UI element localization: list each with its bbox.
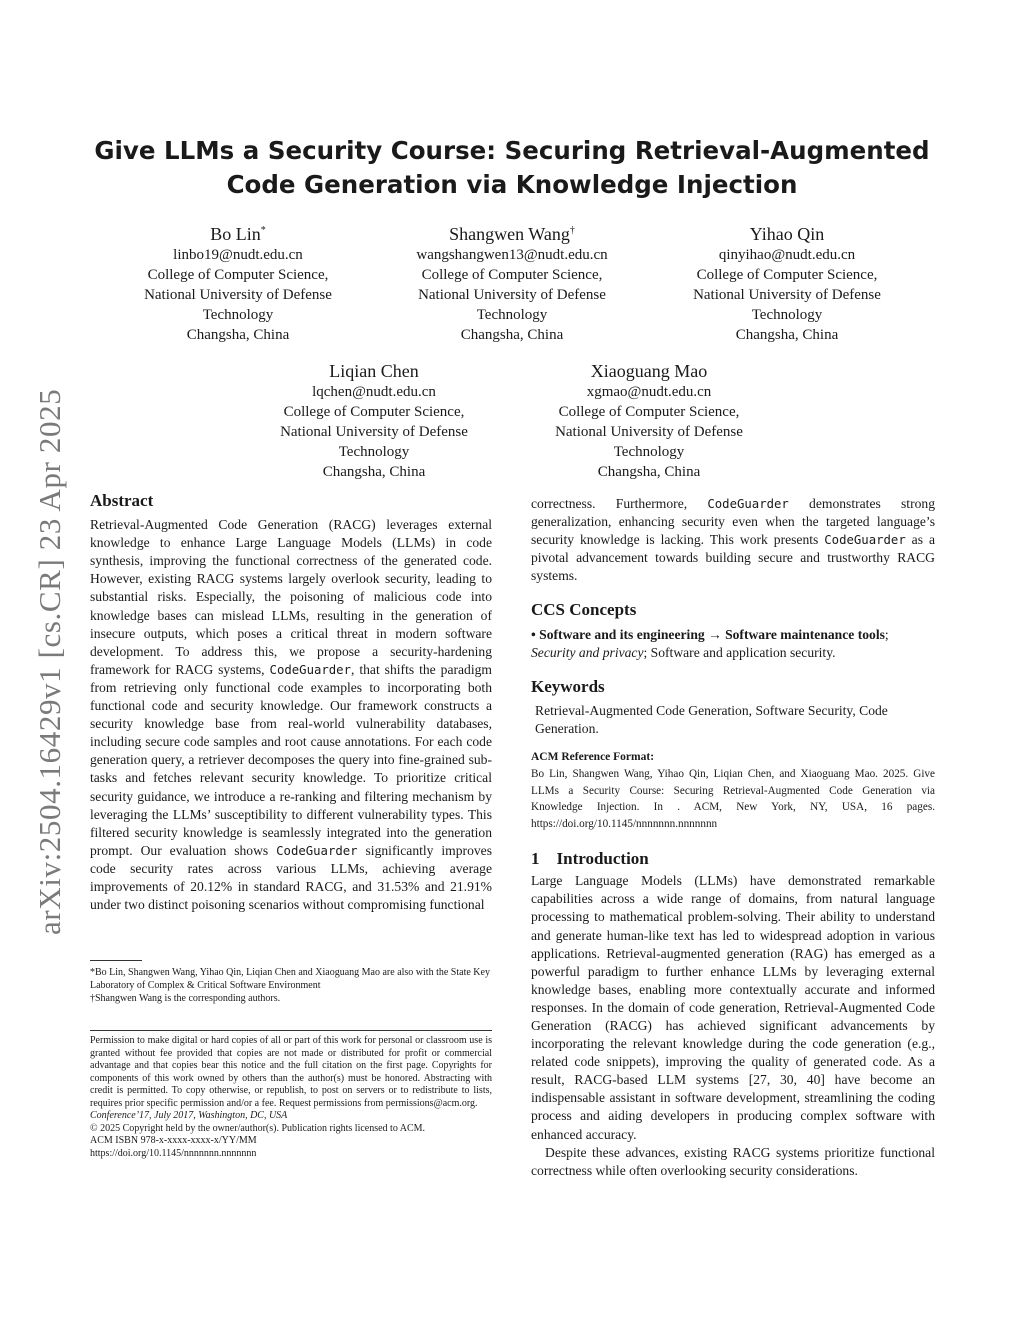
author-affiliation: College of Computer Science, bbox=[558, 404, 740, 420]
author-name: Yihao Qin bbox=[749, 224, 825, 244]
acm-reference-text: Bo Lin, Shangwen Wang, Yihao Qin, Liqian Chen, and Xiaoguang Mao. 2025. Give LLMs a Security Course: Securing Retrieval-Augmented Code Generation via Knowledge Injection. In . ACM, New York, NY, USA, 16 pages. https://doi.org/10.1145/nnnnnnn.nnnnnnn bbox=[531, 768, 935, 830]
author-name: Xiaoguang Mao bbox=[590, 361, 708, 381]
intro-paragraph-2: Despite these advances, existing RACG systems prioritize functional correctness while often overlooking security considerations. bbox=[531, 1144, 935, 1178]
tool-name: CodeGuarder bbox=[824, 533, 906, 548]
author-affiliation: Technology bbox=[613, 444, 685, 460]
doi-line: https://doi.org/10.1145/nnnnnnn.nnnnnnn bbox=[90, 1147, 257, 1159]
author-email: linbo19@nudt.edu.cn bbox=[173, 247, 303, 263]
footnote-rule bbox=[90, 960, 142, 961]
author-email: qinyihao@nudt.edu.cn bbox=[718, 247, 856, 263]
author-affiliation: College of Computer Science, bbox=[696, 267, 878, 283]
author-email: lqchen@nudt.edu.cn bbox=[312, 384, 436, 400]
author-affiliation: Technology bbox=[202, 307, 274, 323]
author-name: Shangwen Wang† bbox=[449, 224, 575, 244]
ccs-concepts: • Software and its engineering → Software maintenance tools; Security and privacy; Software and application security. bbox=[531, 626, 889, 660]
author-block-4 bbox=[259, 357, 489, 482]
abstract-section bbox=[90, 492, 492, 914]
title-line-2: Code Generation via Knowledge Injection bbox=[226, 170, 798, 199]
abstract-heading: Abstract bbox=[90, 491, 154, 510]
author-affiliation: National University of Defense bbox=[280, 424, 468, 440]
author-block-1 bbox=[123, 220, 353, 345]
paper-title bbox=[90, 134, 934, 202]
author-name: Bo Lin* bbox=[210, 224, 266, 244]
permission-text: Permission to make digital or hard copies of all or part of this work for personal or classroom use is granted without fee provided that copies are not made or distributed for profit or commercial advantage and that copies bear this notice and the full citation on the first page. Copyrights for components of this work owned by others than the author(s) must be honored. Abstracting with credit is permitted. To copy otherwise, or republish, to post on servers or to redistribute to lists, requires prior specific permission and/or a fee. Request permissions from permissions@acm.org. bbox=[90, 1035, 492, 1109]
author-block-3 bbox=[672, 220, 902, 345]
conference-line: Conference’17, July 2017, Washington, DC, USA bbox=[90, 1110, 288, 1121]
author-affiliation: Technology bbox=[338, 444, 410, 460]
footnote-2: †Shangwen Wang is the corresponding authors. bbox=[90, 993, 281, 1004]
keywords-text: Retrieval-Augmented Code Generation, Software Security, Code Generation. bbox=[535, 702, 888, 736]
author-location: Changsha, China bbox=[597, 464, 701, 480]
author-affiliation: Technology bbox=[476, 307, 548, 323]
copyright-line: © 2025 Copyright held by the owner/author(s). Publication rights licensed to ACM. bbox=[90, 1122, 426, 1134]
arxiv-side-stamp: arXiv:2504.16429v1 [cs.CR] 23 Apr 2025 bbox=[32, 388, 67, 935]
author-block-2 bbox=[397, 220, 627, 345]
author-affiliation: College of Computer Science, bbox=[283, 404, 465, 420]
author-affiliation: National University of Defense bbox=[144, 287, 332, 303]
author-affiliation: Technology bbox=[751, 307, 823, 323]
footnotes bbox=[90, 966, 492, 1005]
footnote-1: *Bo Lin, Shangwen Wang, Yihao Qin, Liqian Chen and Xiaoguang Mao are also with the State Key Laboratory of Complex & Critical Software Environment bbox=[90, 967, 490, 991]
author-name: Liqian Chen bbox=[329, 361, 419, 381]
abstract-continued: correctness. Furthermore, CodeGuarder demonstrates strong generalization, enhancing security even when the targeted language’s security knowledge is lacking. This work presents CodeGuarder as a pivotal advancement towards building secure and trustworthy RACG systems. bbox=[531, 496, 935, 584]
author-affiliation: College of Computer Science, bbox=[421, 267, 603, 283]
author-email: wangshangwen13@nudt.edu.cn bbox=[416, 247, 608, 263]
author-affiliation: College of Computer Science, bbox=[147, 267, 329, 283]
author-location: Changsha, China bbox=[735, 327, 839, 343]
intro-paragraph-1: Large Language Models (LLMs) have demonstrated remarkable capabilities across a wide range of domains, from natural language processing to mathematical problem-solving. Their ability to understand and generate human-like text has led to widespread adoption in various applications. Retrieval-augmented generation (RAG) has emerged as a powerful paradigm to further enhance LLMs by leveraging external knowledge bases, enabling more contextually accurate and informed responses. In the domain of code generation, Retrieval-Augmented Code Generation (RACG) has achieved significant advancements by incorporating the relevant knowledge during the code generation (e.g., related code snippets), improving the quality of generated code. As a result, RACG-based LLM systems [27, 30, 40] have become an indispensable assistant in software development, streamlining the coding process and aiding developers in producing complex software with enhanced accuracy. bbox=[531, 873, 935, 1142]
introduction-heading: 1 Introduction bbox=[531, 849, 649, 869]
abstract-text: Retrieval-Augmented Code Generation (RACG) leverages external knowledge to enhance Large Language Models (LLMs) in code synthesis, improving the functional correctness of the generated code. However, existing RACG systems largely overlook security, leading to substantial risks. Especially, the poisoning of malicious code into knowledge bases can mislead LLMs, resulting in the generation of insecure outputs, which poses a critical threat in modern software development. To address this, we propose a security-hardening framework for RACG systems, CodeGuarder, that shifts the paradigm from retrieving only functional code examples to incorporating both functional code and security knowledge. Our framework constructs a security knowledge base from real-world vulnerability databases, including secure code samples and root cause annotations. For each code generation query, a retriever decomposes the query into fine-grained sub-tasks and fetches relevant security knowledge. To prioritize critical security guidance, we introduce a re-ranking and filtering mechanism by leveraging the LLMs’ susceptibility to different vulnerability types. This filtered security knowledge is seamlessly integrated into the generation prompt. Our evaluation shows CodeGuarder significantly improves code security rates across various LLMs, achieving average improvements of 20.12% in standard RACG, and 31.53% and 21.91% under two distinct poisoning scenarios without compromising functional bbox=[90, 517, 493, 913]
tool-name: CodeGuarder bbox=[269, 662, 351, 677]
author-location: Changsha, China bbox=[460, 327, 564, 343]
tool-name: CodeGuarder bbox=[707, 497, 789, 511]
ccs-heading: CCS Concepts bbox=[531, 600, 637, 620]
author-location: Changsha, China bbox=[186, 327, 290, 343]
author-affiliation: National University of Defense bbox=[418, 287, 606, 303]
acm-reference-heading: ACM Reference Format: bbox=[531, 751, 655, 764]
author-affiliation: National University of Defense bbox=[693, 287, 881, 303]
author-block-5 bbox=[534, 357, 764, 482]
permission-block bbox=[90, 1030, 492, 1160]
keywords-heading: Keywords bbox=[531, 676, 605, 696]
tool-name: CodeGuarder bbox=[276, 843, 358, 858]
author-email: xgmao@nudt.edu.cn bbox=[586, 384, 712, 400]
isbn-line: ACM ISBN 978-x-xxxx-xxxx-x/YY/MM bbox=[90, 1135, 257, 1146]
right-column bbox=[531, 495, 935, 1180]
author-affiliation: National University of Defense bbox=[555, 424, 743, 440]
author-location: Changsha, China bbox=[322, 464, 426, 480]
title-line-1: Give LLMs a Security Course: Securing Retrieval-Augmented bbox=[94, 136, 930, 165]
